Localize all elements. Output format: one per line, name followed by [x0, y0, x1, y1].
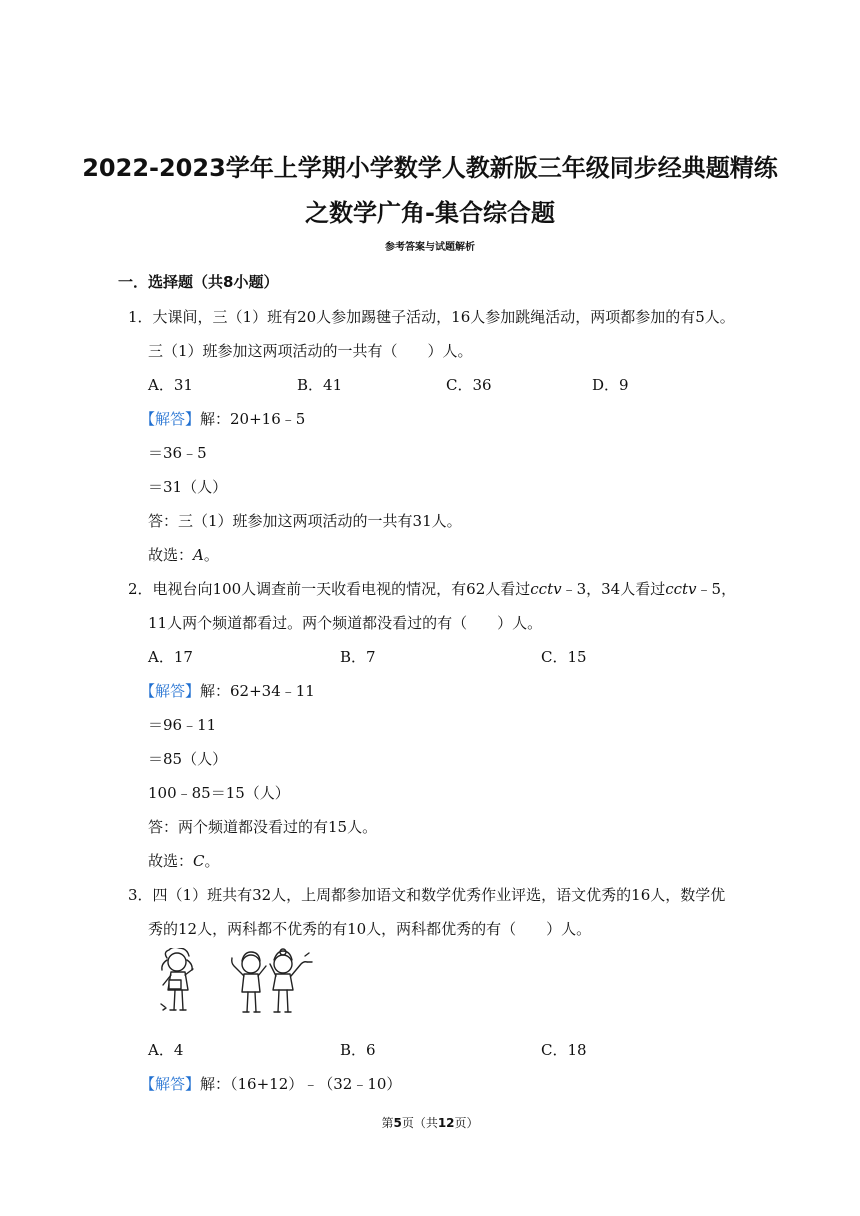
q3-stem-line2: 秀的12人，两科都不优秀的有10人，两科都优秀的有（ ）人。 [148, 920, 592, 938]
footer-page-number: 5 [393, 1116, 402, 1130]
q3-answer-tag: 【解答】 [140, 1075, 201, 1093]
q3-option-c: C．18 [541, 1041, 587, 1059]
q2-solution-text: 解：62+34﹣11 [200, 682, 315, 700]
q2-stem-part3: ﹣5， [696, 580, 737, 598]
q2-option-b: B．7 [340, 648, 376, 666]
child-figure-1 [161, 948, 193, 1010]
q2-choice [148, 850, 220, 871]
q2-solution-line3: ＝85（人） [148, 750, 228, 768]
q2-option-c: C．15 [541, 648, 587, 666]
q1-stem-line1: 1．大课间，三（1）班有20人参加踢毽子活动，16人参加跳绳活动，两项都参加的有5人。 [128, 308, 735, 326]
children-illustration [155, 948, 325, 1020]
q2-cctv-2: cctv [665, 580, 697, 598]
page-subtitle: 参考答案与试题解析 [385, 242, 475, 253]
q1-choice-suffix: 。 [203, 546, 219, 564]
q1-option-b: B．41 [297, 376, 343, 394]
q2-answer-tag: 【解答】 [140, 682, 201, 700]
page-title: 2022-2023学年上学期小学数学人教新版三年级同步经典题精练 [82, 154, 778, 182]
q3-solution-line1 [140, 1073, 401, 1094]
q2-solution-line4: 100﹣85＝15（人） [148, 784, 290, 802]
q1-stem-line2: 三（1）班参加这两项活动的一共有（ ）人。 [148, 342, 473, 360]
footer-mid: 页（共 [401, 1116, 438, 1130]
q2-choice-prefix: 故选： [148, 852, 194, 870]
q1-choice-prefix: 故选： [148, 546, 194, 564]
q2-stem-part2: ﹣3，34人看过 [561, 580, 666, 598]
q2-choice-suffix: 。 [204, 852, 220, 870]
q2-stem-line2: 11人两个频道都看过。两个频道都没看过的有（ ）人。 [148, 614, 543, 632]
q1-solution-line3: ＝31（人） [148, 478, 228, 496]
footer-post: 页） [454, 1116, 479, 1130]
q2-cctv-1: cctv [530, 580, 562, 598]
page-footer [0, 1114, 860, 1131]
q3-option-a: A．4 [148, 1041, 184, 1059]
q2-answer-statement: 答：两个频道都没看过的有15人。 [148, 818, 378, 836]
q2-stem-line1 [128, 578, 736, 599]
q2-choice-letter: C [193, 852, 205, 870]
q1-solution-text: 解：20+16﹣5 [200, 410, 306, 428]
q1-answer-tag: 【解答】 [140, 410, 201, 428]
q3-solution-text: 解：（16+12）﹣（32﹣10） [200, 1075, 402, 1093]
q2-option-a: A．17 [148, 648, 193, 666]
section-heading: 一．选择题（共8小题） [118, 273, 279, 291]
child-figure-3 [270, 949, 312, 1012]
q1-choice-letter: A [193, 546, 204, 564]
q1-answer-statement: 答：三（1）班参加这两项活动的一共有31人。 [148, 512, 462, 530]
q1-solution-line1 [140, 408, 305, 429]
q3-stem-line1: 3．四（1）班共有32人，上周都参加语文和数学优秀作业评选，语文优秀的16人，数学优 [128, 886, 726, 904]
q1-solution-line2: ＝36﹣5 [148, 444, 207, 462]
q1-choice [148, 544, 219, 565]
q2-stem-part1: 2．电视台向100人调查前一天收看电视的情况，有62人看过 [128, 580, 531, 598]
q1-option-c: C．36 [446, 376, 492, 394]
q1-option-a: A．31 [148, 376, 193, 394]
page-title-line2: 之数学广角-集合综合题 [305, 199, 555, 227]
q2-solution-line1 [140, 680, 315, 701]
q1-option-d: D．9 [592, 376, 629, 394]
q2-solution-line2: ＝96﹣11 [148, 716, 217, 734]
footer-pre: 第 [381, 1116, 394, 1130]
child-figure-2 [232, 952, 266, 1012]
q3-option-b: B．6 [340, 1041, 376, 1059]
footer-total-pages: 12 [437, 1116, 455, 1130]
